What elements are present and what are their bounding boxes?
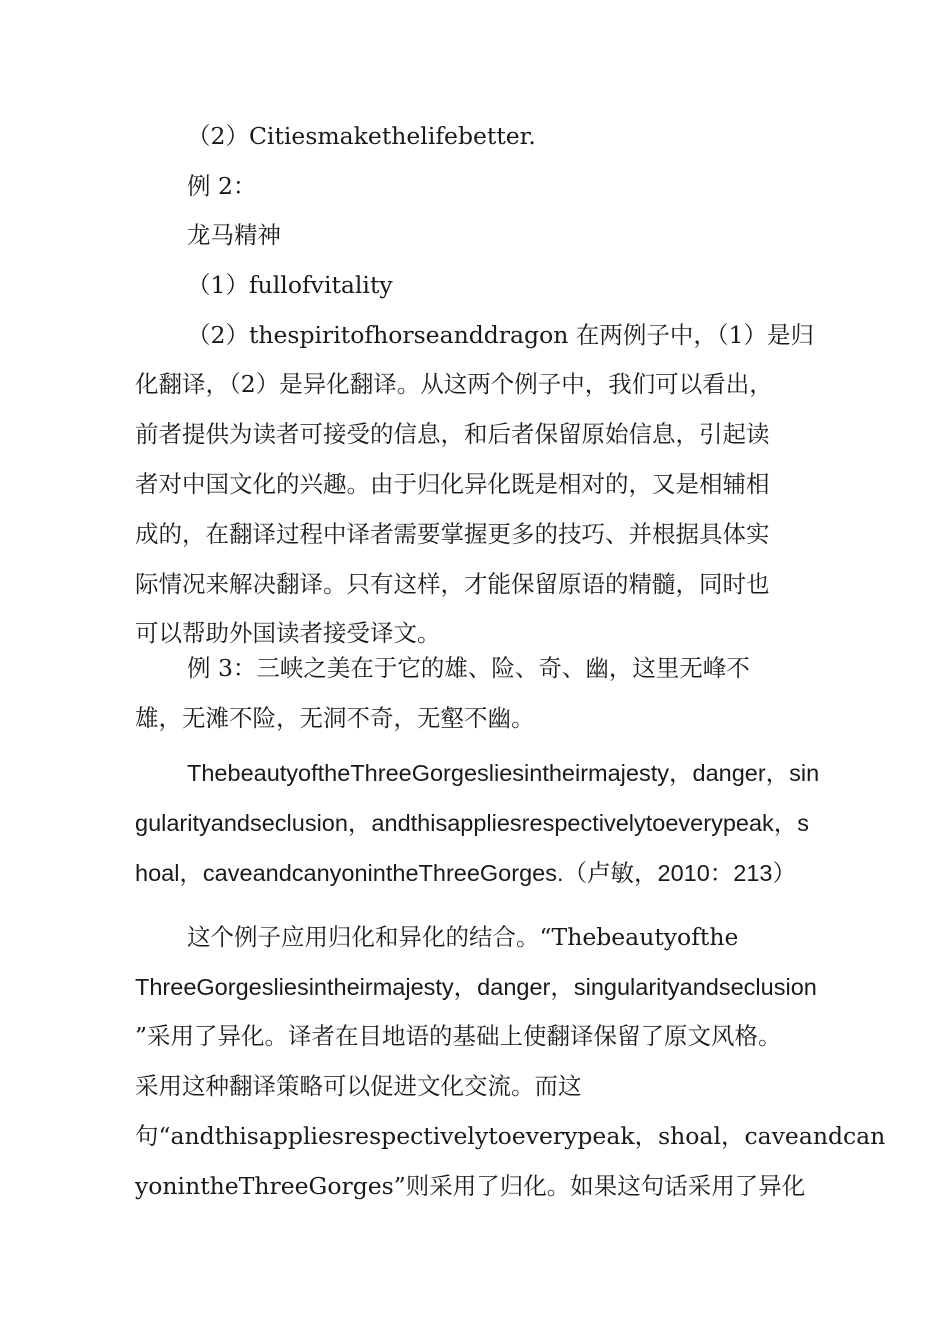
line-12: 例 3：三峡之美在于它的雄、险、奇、幽，这里无峰不 — [187, 654, 750, 682]
line-11: 可以帮助外国读者接受译文。 — [135, 619, 441, 647]
line-15: gularityandseclusion，andthisappliesrespectivelytoeverypeak，s — [135, 810, 810, 836]
line-9: 成的，在翻译过程中译者需要掌握更多的技巧、并根据具体实 — [135, 520, 770, 548]
line-19: ”采用了异化。译者在目地语的基础上使翻译保留了原文风格。 — [135, 1022, 782, 1050]
line-2: 例 2： — [187, 172, 257, 200]
line-1: （2）Citiesmakethelifebetter. — [187, 122, 536, 150]
line-14: ThebeautyoftheThreeGorgesliesintheirmajesty，danger，sin — [187, 760, 820, 786]
line-10: 际情况来解决翻译。只有这样，才能保留原语的精髓，同时也 — [135, 570, 770, 598]
line-6: 化翻译，（2）是异化翻译。从这两个例子中，我们可以看出， — [135, 370, 773, 398]
line-17: 这个例子应用归化和异化的结合。“Thebeautyofthe — [187, 923, 739, 951]
line-16: hoal，caveandcanyonintheThreeGorges.（卢敏，2010：213） — [135, 860, 796, 886]
line-21: 句“andthisappliesrespectivelytoeverypeak，shoal，caveandcan — [135, 1122, 886, 1150]
line-5: （2）thespiritofhorseanddragon 在两例子中，（1）是归 — [187, 321, 815, 349]
line-4: （1）fullofvitality — [187, 271, 393, 299]
line-22: yonintheThreeGorges”则采用了归化。如果这句话采用了异化 — [135, 1172, 806, 1200]
line-7: 前者提供为读者可接受的信息，和后者保留原始信息，引起读 — [135, 420, 770, 448]
line-3: 龙马精神 — [187, 221, 281, 249]
line-13: 雄，无滩不险，无洞不奇，无壑不幽。 — [135, 704, 535, 732]
line-20: 采用这种翻译策略可以促进文化交流。而这 — [135, 1072, 582, 1100]
line-8: 者对中国文化的兴趣。由于归化异化既是相对的，又是相辅相 — [135, 470, 770, 498]
line-18: ThreeGorgesliesintheirmajesty，danger，singularityandseclusion — [135, 974, 817, 1000]
